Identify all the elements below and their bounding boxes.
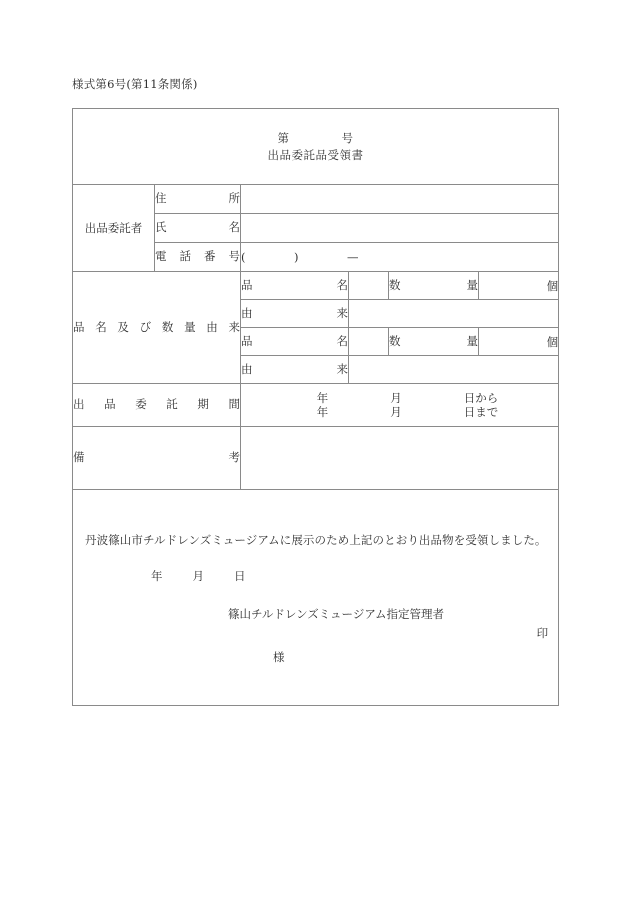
quantity-label-1: 数量 [389, 272, 479, 300]
document-number-suffix: 号 [341, 130, 354, 145]
title-row [73, 109, 559, 185]
statement-date-line[interactable] [73, 568, 558, 584]
origin-value-1[interactable] [349, 300, 559, 328]
item-name-value-1[interactable] [349, 272, 389, 300]
period-from-month: 月 [390, 390, 402, 405]
statement-date-month: 月 [192, 568, 204, 583]
period-from-line [317, 391, 499, 405]
remarks-label: 備考 [73, 427, 241, 490]
document-title: 出品委託品受領書 [267, 147, 364, 162]
table-row-item-1 [73, 272, 559, 300]
item-name-label-2: 品名 [241, 328, 349, 356]
seal-icon: 印 [536, 625, 549, 640]
manager-name: 篠山チルドレンズミュージアム指定管理者 [228, 606, 445, 621]
item-name-value-2[interactable] [349, 328, 389, 356]
items-section-label: 品名及び数量由来 [73, 272, 241, 384]
receipt-form-table [72, 108, 559, 706]
name-value[interactable] [241, 214, 559, 243]
address-value[interactable] [241, 185, 559, 214]
period-to-year: 年 [316, 405, 329, 419]
origin-value-2[interactable] [349, 356, 559, 384]
name-label: 氏名 [155, 214, 241, 243]
origin-label-2: 由来 [241, 356, 349, 384]
table-row-remarks [73, 427, 559, 490]
quantity-label-2: 数量 [389, 328, 479, 356]
table-row-address [73, 185, 559, 214]
consignor-section-label: 出品委託者 [73, 185, 155, 272]
document-number-prefix: 第 [277, 130, 290, 145]
quantity-unit-2[interactable]: 個 [479, 328, 559, 356]
origin-label-1: 由来 [241, 300, 349, 328]
statement-date-year: 年 [151, 568, 163, 583]
table-row-period [73, 384, 559, 427]
period-to-day: 日まで [463, 405, 499, 419]
manager-line [73, 606, 558, 640]
statement-body: 丹波篠山市チルドレンズミュージアムに展示のため上記のとおり出品物を受領しました。 [85, 533, 547, 548]
statement-date-day: 日 [234, 568, 246, 583]
document-number-line [73, 130, 558, 147]
form-number-label: 様式第6号(第11条関係) [72, 77, 198, 91]
period-to-line [317, 405, 499, 419]
period-from-year: 年 [316, 390, 329, 405]
period-to-month: 月 [390, 405, 402, 419]
telephone-label: 電話番号 [155, 243, 241, 272]
telephone-value[interactable]: ( ) — [241, 243, 559, 272]
address-label: 住所 [155, 185, 241, 214]
title-cell [73, 109, 559, 185]
period-label: 出品委託期間 [73, 384, 241, 427]
item-name-label-1: 品名 [241, 272, 349, 300]
period-from-day: 日から [463, 390, 499, 405]
table-row-statement [73, 490, 559, 706]
remarks-value[interactable] [241, 427, 559, 490]
statement-cell [73, 490, 559, 706]
addressee-line: 様 [273, 649, 285, 664]
period-value-cell[interactable] [241, 384, 559, 427]
quantity-unit-1[interactable]: 個 [479, 272, 559, 300]
